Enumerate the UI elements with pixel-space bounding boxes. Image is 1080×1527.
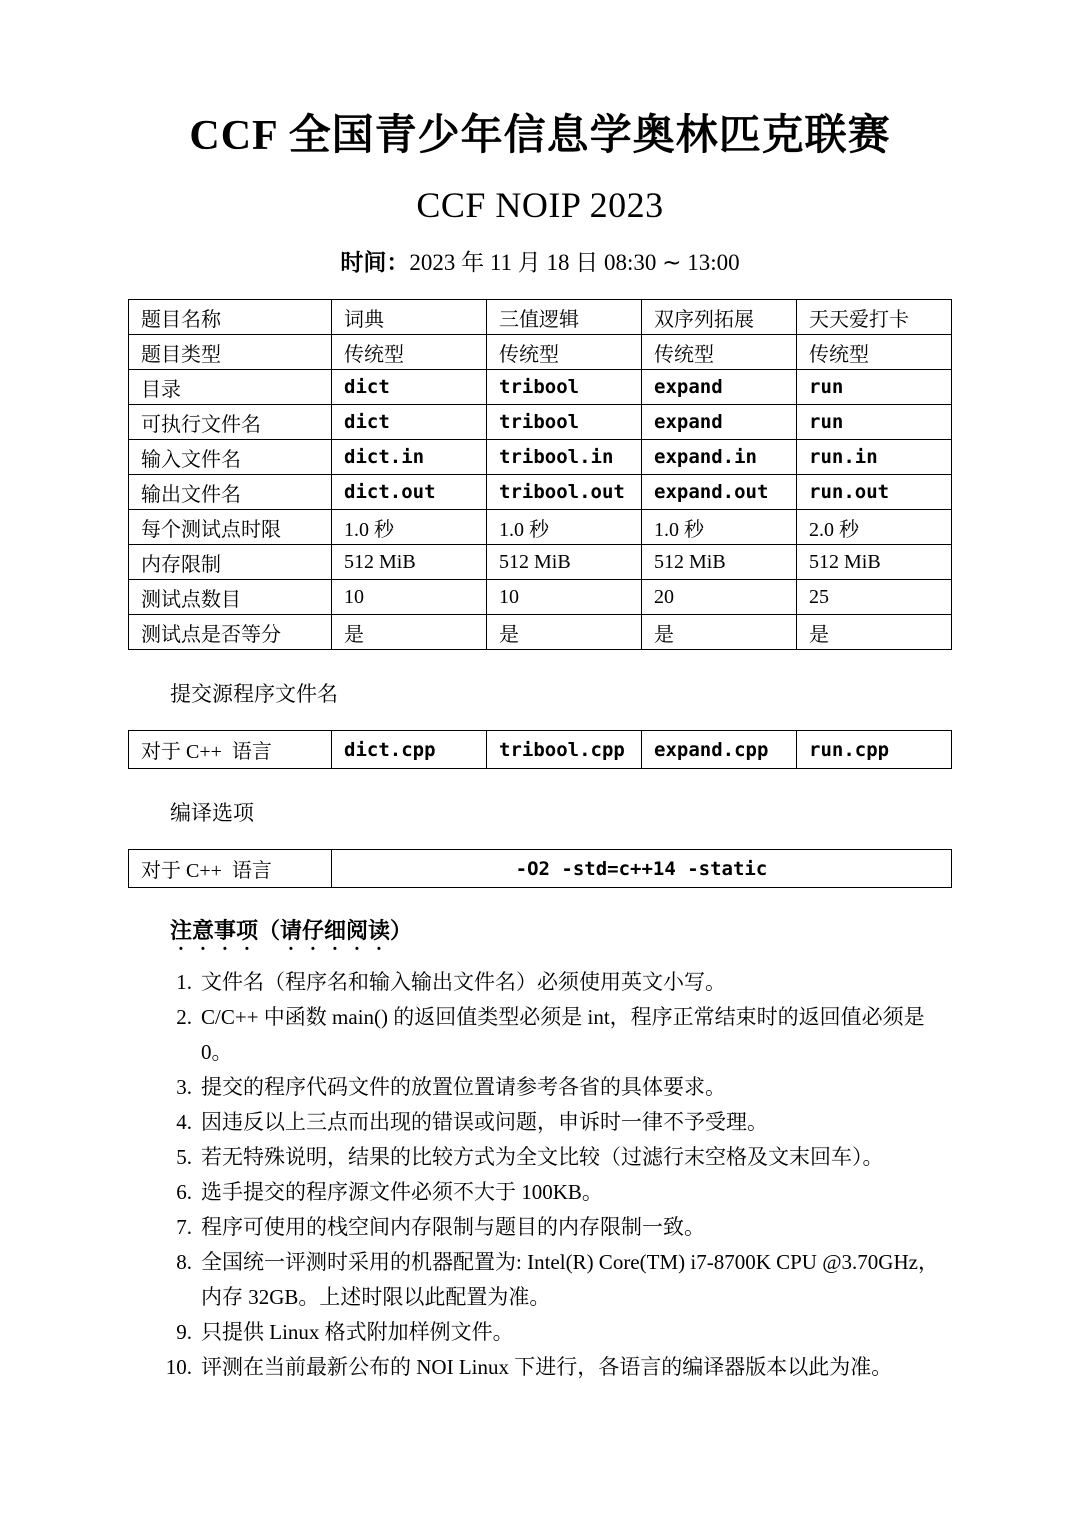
note-text: 若无特殊说明，结果的比较方式为全文比较（过滤行末空格及文末回车）。 [201,1145,884,1170]
row-label: 题目名称 [129,300,332,335]
source-files-table [128,730,952,769]
row-value: 25 [797,580,952,615]
note-number: 10. [165,1355,192,1380]
row-value: tribool.in [487,440,642,475]
note-number: 7. [176,1215,192,1240]
note-number: 9. [176,1320,192,1345]
time-label: 时间： [340,249,410,276]
source-files-row [129,731,952,769]
row-value: 512 MiB [797,545,952,580]
row-value: 512 MiB [487,545,642,580]
row-value: tribool [487,405,642,440]
row-value: 双序列拓展 [642,300,797,335]
row-value: 1.0 秒 [487,510,642,545]
row-value: 1.0 秒 [332,510,487,545]
note-item [128,1315,952,1350]
note-item [128,1245,952,1315]
note-text: 只提供 Linux 格式附加样例文件。 [201,1320,514,1345]
row-label: 输入文件名 [129,440,332,475]
row-label: 每个测试点时限 [129,510,332,545]
row-value: 是 [642,615,797,650]
notes-heading: 注意事项（请仔细阅读） [170,918,413,944]
row-label: 内存限制 [129,545,332,580]
row-value: expand [642,370,797,405]
row-value: 是 [332,615,487,650]
row-value: run [797,370,952,405]
row-value: tribool [487,370,642,405]
row-value: 传统型 [797,335,952,370]
row-value: 2.0 秒 [797,510,952,545]
source-file-cell: dict.cpp [332,731,487,769]
row-value: 是 [797,615,952,650]
row-value: 512 MiB [642,545,797,580]
note-item [128,1210,952,1245]
row-value: dict [332,405,487,440]
row-value: 传统型 [642,335,797,370]
row-value: dict [332,370,487,405]
note-text: 全国统一评测时采用的机器配置为: Intel(R) Core(TM) i7-8700K CPU @3.70GHz，内存 32GB。上述时限以此配置为准。 [201,1250,939,1310]
problem-info-table [128,299,952,650]
row-value: 20 [642,580,797,615]
note-text: C/C++ 中函数 main() 的返回值类型必须是 int，程序正常结束时的返回值必须是 0。 [201,1005,925,1065]
table-row [129,335,952,370]
note-number: 2. [176,1005,192,1030]
note-item [128,1000,952,1070]
row-value: 1.0 秒 [642,510,797,545]
source-file-cell: tribool.cpp [487,731,642,769]
row-value: run.out [797,475,952,510]
row-value: run.in [797,440,952,475]
note-number: 5. [176,1145,192,1170]
table-row [129,510,952,545]
row-label: 目录 [129,370,332,405]
note-text: 提交的程序代码文件的放置位置请参考各省的具体要求。 [201,1075,726,1100]
note-item [128,1140,952,1175]
note-item [128,965,952,1000]
row-value: 传统型 [332,335,487,370]
note-text: 评测在当前最新公布的 NOI Linux 下进行，各语言的编译器版本以此为准。 [201,1355,893,1380]
row-value: 是 [487,615,642,650]
notes-list [128,965,952,1385]
source-files-heading: 提交源程序文件名 [170,682,338,707]
row-label: 可执行文件名 [129,405,332,440]
table-row [129,580,952,615]
table-row [129,405,952,440]
row-value: expand [642,405,797,440]
row-value: dict.out [332,475,487,510]
row-value: 10 [332,580,487,615]
table-row [129,370,952,405]
language-label: 对于 C++ 语言 [129,731,332,769]
row-value: 词典 [332,300,487,335]
note-text: 程序可使用的栈空间内存限制与题目的内存限制一致。 [201,1215,705,1240]
note-item [128,1175,952,1210]
language-label: 对于 C++ 语言 [129,850,332,888]
row-label: 测试点数目 [129,580,332,615]
row-value: 天天爱打卡 [797,300,952,335]
note-text: 文件名（程序名和输入输出文件名）必须使用英文小写。 [201,970,726,995]
row-value: 三值逻辑 [487,300,642,335]
table-row [129,475,952,510]
source-file-cell: expand.cpp [642,731,797,769]
row-label: 题目类型 [129,335,332,370]
compile-options-row [129,850,952,888]
table-row [129,300,952,335]
compile-options-heading: 编译选项 [170,801,254,826]
note-item [128,1105,952,1140]
row-value: dict.in [332,440,487,475]
note-item [128,1350,952,1385]
contest-time [128,244,952,277]
note-number: 3. [176,1075,192,1100]
row-value: 10 [487,580,642,615]
source-file-cell: run.cpp [797,731,952,769]
row-value: run [797,405,952,440]
page-title: CCF 全国青少年信息学奥林匹克联赛 [189,113,891,159]
row-value: expand.out [642,475,797,510]
table-row [129,615,952,650]
note-text: 因违反以上三点而出现的错误或问题，申诉时一律不予受理。 [201,1110,768,1135]
note-text: 选手提交的程序源文件必须不大于 100KB。 [201,1180,603,1205]
row-label: 测试点是否等分 [129,615,332,650]
row-value: tribool.out [487,475,642,510]
table-row [129,440,952,475]
note-number: 8. [176,1250,192,1275]
row-value: 传统型 [487,335,642,370]
row-value: expand.in [642,440,797,475]
note-number: 1. [176,970,192,995]
page-subtitle: CCF NOIP 2023 [416,185,664,226]
note-number: 6. [176,1180,192,1205]
row-value: 512 MiB [332,545,487,580]
table-row [129,545,952,580]
compile-options-table [128,849,952,888]
note-item [128,1070,952,1105]
compile-flags: -O2 -std=c++14 -static [332,850,952,888]
time-value: 2023 年 11 月 18 日 08:30 ∼ 13:00 [409,250,740,276]
row-label: 输出文件名 [129,475,332,510]
note-number: 4. [176,1110,192,1135]
